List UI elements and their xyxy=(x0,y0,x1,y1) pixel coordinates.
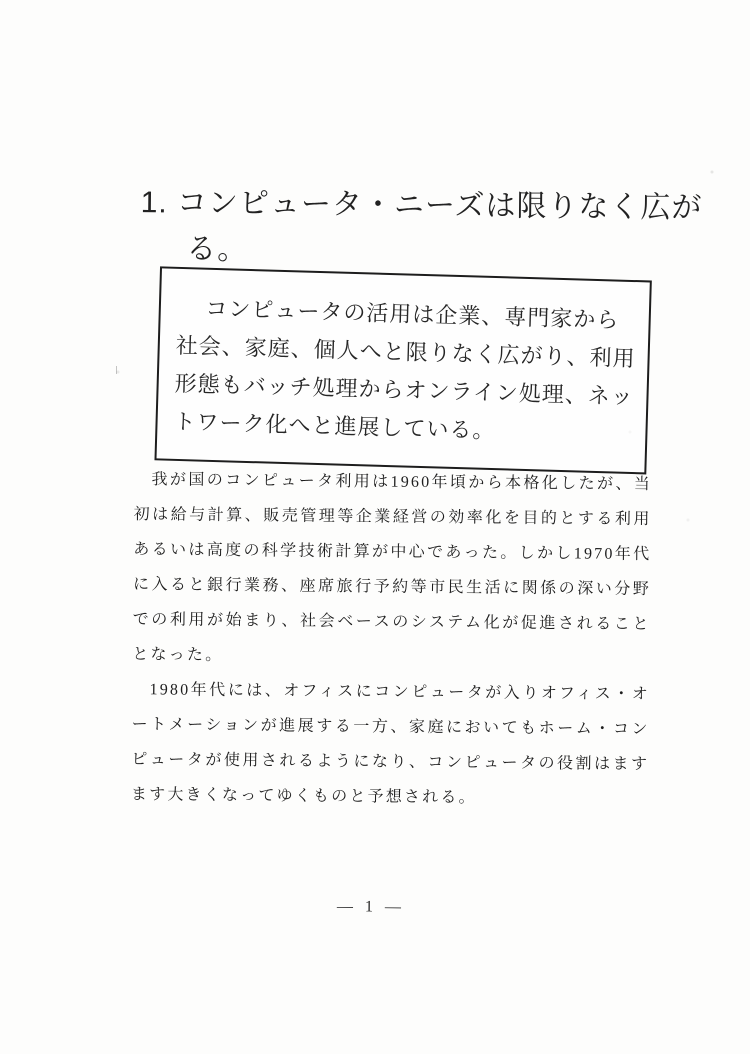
scan-artifact xyxy=(116,366,117,374)
body-paragraph: 1980年代には、オフィスにコンピュータが入りオフィス・オートメーションが進展する一方、家庭においてもホーム・コンピュータが使用されるようになり、コンピュータの役割はますます大きくなってゆくものと予想される。 xyxy=(130,681,651,807)
summary-box xyxy=(154,266,651,474)
summary-text: コンピュータの活用は企業、専門家から社会、家庭、個人へと限りなく広がり、利用形態もバッチ処理からオンライン処理、ネットワーク化へと進展している。 xyxy=(173,295,636,444)
section-heading: 1. コンピュータ・ニーズは限りなく広がる。 xyxy=(140,186,703,267)
body-paragraph: 我が国のコンピュータ利用は1960年頃から本格化したが、当初は給与計算、販売管理等企業経営の効率化を目的とする利用あるいは高度の科学技術計算が中心であった。しかし1970年代に入ると銀行業務、座席旅行予約等市民生活に関係の深い分野での利用が始まり、社会ベースのシステム化が促進されることとなった。 xyxy=(132,471,653,664)
body-text xyxy=(131,462,652,817)
page-number: — 1 — xyxy=(336,898,405,916)
